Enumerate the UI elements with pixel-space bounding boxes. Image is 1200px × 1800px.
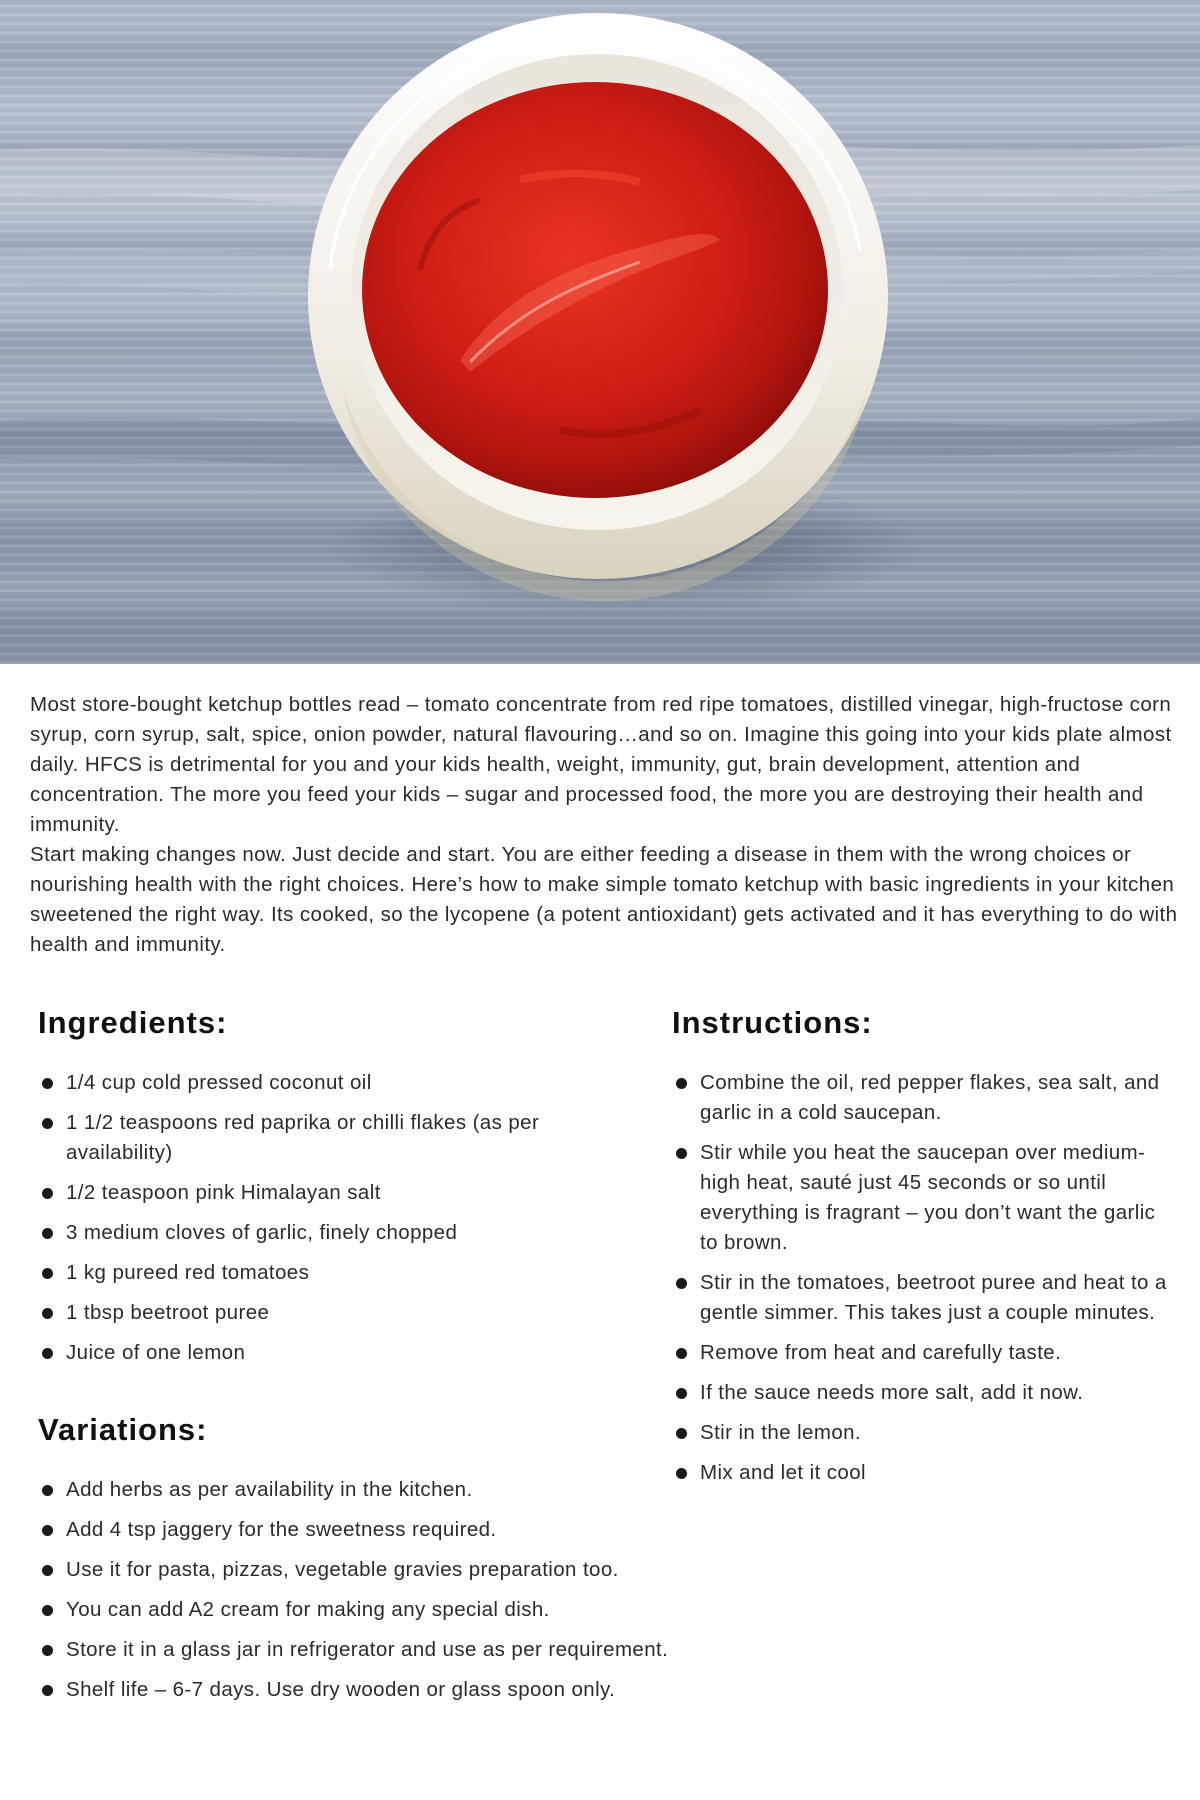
ingredients-list <box>40 1068 600 1378</box>
list-item: Remove from heat and carefully taste. <box>674 1338 1194 1368</box>
variations-heading: Variations: <box>38 1412 208 1447</box>
list-item: You can add A2 cream for making any special dish. <box>40 1595 1140 1625</box>
intro-text <box>30 690 1190 960</box>
intro-paragraph-1: Most store-bought ketchup bottles read – tomato concentrate from red ripe tomatoes, distilled vinegar, high-fructose corn syrup, corn syrup, salt, spice, onion powder, natural flavouring…and so on. Imagine this going into your kids plate almost daily. HFCS is detrimental for you and your kids health, weight, immunity, gut, brain development, attention and concentration. The more you feed your kids – sugar and processed food, the more you are destroying their health and immunity. <box>30 693 1172 836</box>
list-item: Stir in the lemon. <box>674 1418 1194 1448</box>
list-item: 1 1/2 teaspoons red paprika or chilli flakes (as per availability) <box>40 1108 571 1168</box>
list-item: Add 4 tsp jaggery for the sweetness required. <box>40 1515 1140 1545</box>
list-item: 1 tbsp beetroot puree <box>40 1298 600 1328</box>
list-item: Add herbs as per availability in the kitchen. <box>40 1475 1140 1505</box>
intro-paragraph-2: Start making changes now. Just decide and start. You are either feeding a disease in them with the wrong choices or nourishing health with the right choices. Here’s how to make simple tomato ketchup with basic ingredients in your kitchen sweetened the right way. Its cooked, so the lycopene (a potent antioxidant) gets activated and it has everything to do with health and immunity. <box>30 843 1178 956</box>
instructions-heading: Instructions: <box>672 1005 873 1040</box>
list-item: Combine the oil, red pepper flakes, sea salt, and garlic in a cold saucepan. <box>674 1068 1194 1128</box>
ingredients-heading: Ingredients: <box>38 1005 228 1040</box>
list-item: If the sauce needs more salt, add it now. <box>674 1378 1194 1408</box>
hero-ketchup-photo <box>0 0 1200 664</box>
list-item: Stir while you heat the saucepan over medium-high heat, sauté just 45 seconds or so until everything is fragrant – you don’t want the garlic to brown. <box>674 1138 1170 1258</box>
list-item: 1 kg pureed red tomatoes <box>40 1258 600 1288</box>
list-item: Shelf life – 6-7 days. Use dry wooden or glass spoon only. <box>40 1675 1140 1705</box>
list-item: 1/4 cup cold pressed coconut oil <box>40 1068 600 1098</box>
list-item: Use it for pasta, pizzas, vegetable gravies preparation too. <box>40 1555 1140 1585</box>
list-item: Store it in a glass jar in refrigerator and use as per requirement. <box>40 1635 1140 1665</box>
variations-list <box>40 1475 1140 1715</box>
list-item: Stir in the tomatoes, beetroot puree and heat to a gentle simmer. This takes just a couple minutes. <box>674 1268 1170 1328</box>
instructions-list <box>674 1068 1194 1498</box>
list-item: Mix and let it cool <box>674 1458 1194 1488</box>
list-item: 1/2 teaspoon pink Himalayan salt <box>40 1178 600 1208</box>
ketchup-bowl-illustration <box>0 0 1200 664</box>
list-item: 3 medium cloves of garlic, finely chopped <box>40 1218 600 1248</box>
list-item: Juice of one lemon <box>40 1338 600 1368</box>
